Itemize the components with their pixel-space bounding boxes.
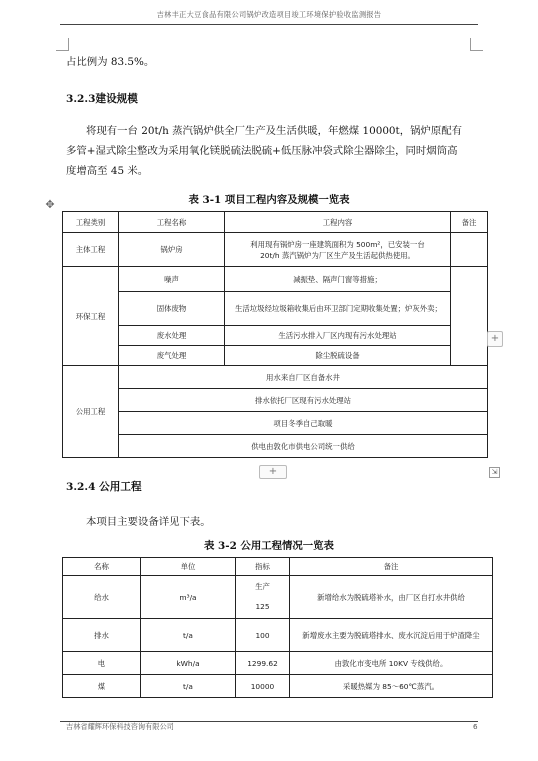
t1-header-content: 工程内容 [225, 212, 451, 233]
t1-env-name-wastewater: 废水处理 [119, 326, 225, 346]
footer-company: 吉林省耀辉环保科技咨询有限公司 [66, 722, 174, 731]
t1-util-heating: 项目冬季自己取暖 [119, 412, 488, 435]
t2-row-water-value-top: 生产 [255, 582, 270, 591]
t2-header-note: 备注 [290, 558, 493, 576]
utilities-table [62, 557, 493, 698]
t1-main-content-line-1: 利用现有锅炉房一座建筑面积为 500m²，已安装一台 [250, 239, 425, 249]
add-row-plus-icon[interactable]: + [259, 465, 287, 479]
t2-row-water-name: 给水 [63, 576, 141, 619]
t1-env-name-noise: 噪声 [119, 267, 225, 292]
t1-main-category: 主体工程 [63, 233, 119, 267]
table-1-caption: 表 3-1 项目工程内容及规模一览表 [188, 194, 350, 206]
t1-header-category: 工程类别 [63, 212, 119, 233]
t1-main-content [225, 233, 451, 267]
t2-row-coal-unit: t/a [141, 675, 236, 698]
table-2-caption: 表 3-2 公用工程情况一览表 [204, 540, 334, 552]
t1-env-content-exhaust: 除尘脱硫设备 [225, 346, 451, 366]
t1-util-power: 供电由敦化市供电公司统一供给 [119, 435, 488, 458]
t2-header-value: 指标 [236, 558, 290, 576]
t1-util-drainage: 排水依托厂区现有污水处理站 [119, 389, 488, 412]
t2-header-unit: 单位 [141, 558, 236, 576]
move-anchor-icon[interactable]: ✥ [45, 198, 55, 211]
table-resize-handle-icon[interactable]: ⇲ [489, 467, 500, 478]
t2-row-drain-note: 新增废水主要为脱硫塔排水、废水沉淀后用于炉渣降尘 [290, 619, 493, 652]
t2-row-drain-value: 100 [236, 619, 290, 652]
t1-util-water-supply: 用水来自厂区自备水井 [119, 366, 488, 389]
t1-main-name: 锅炉房 [119, 233, 225, 267]
para-line-1: 将现有一台 20t/h 蒸汽锅炉供全厂生产及生活供暖，年燃煤 10000t，锅炉原配有 [86, 125, 463, 137]
t2-row-water-value-number: 125 [255, 602, 270, 611]
para-line-3: 度增高至 45 米。 [66, 165, 149, 177]
t1-env-content-wastewater: 生活污水排入厂区内现有污水处理站 [225, 326, 451, 346]
t2-row-power-value: 1299.62 [236, 652, 290, 675]
t2-row-power-note: 由敦化市变电所 10KV 专线供给。 [290, 652, 493, 675]
t2-row-power-unit: kWh/a [141, 652, 236, 675]
header-rule [60, 24, 478, 25]
t1-header-name: 工程名称 [119, 212, 225, 233]
t2-row-coal-value: 10000 [236, 675, 290, 698]
t2-row-coal-note: 采暖热媒为 85～60℃蒸汽。 [290, 675, 493, 698]
section-3-2-4-heading: 3.2.4 公用工程 [66, 481, 142, 493]
t2-row-water-unit: m³/a [141, 576, 236, 619]
project-content-table [62, 211, 488, 458]
section-3-2-3-heading: 3.2.3建设规模 [66, 93, 138, 105]
section-3-2-4-paragraph: 本项目主要设备详见下表。 [86, 516, 211, 528]
t2-row-drain-name: 排水 [63, 619, 141, 652]
t1-util-category: 公用工程 [63, 366, 119, 458]
add-column-plus-icon[interactable]: + [487, 331, 503, 347]
t1-env-category: 环保工程 [63, 267, 119, 366]
t1-main-remark [451, 233, 488, 267]
section-3-2-3-paragraph [66, 121, 482, 181]
t1-main-content-line-2: 20t/h 蒸汽锅炉为厂区生产及生活起供热使用。 [260, 250, 415, 260]
page-header: 吉林丰正大豆食品有限公司锅炉改造项目竣工环境保护验收监测报告 [156, 10, 382, 19]
t1-header-remark: 备注 [451, 212, 488, 233]
intro-line: 占比例为 83.5%。 [66, 56, 155, 68]
t2-row-water-note: 新增给水为脱硫塔补水，由厂区自打水井供给 [290, 576, 493, 619]
t1-env-name-exhaust: 废气处理 [119, 346, 225, 366]
t2-row-water-value [236, 576, 290, 619]
t2-row-coal-name: 煤 [63, 675, 141, 698]
t1-env-content-solid-waste: 生活垃圾经垃圾箱收集后由环卫部门定期收集处置；炉灰外卖； [225, 292, 451, 326]
t2-row-power-name: 电 [63, 652, 141, 675]
t1-env-name-solid-waste: 固体废物 [119, 292, 225, 326]
crop-mark-top-right [470, 38, 483, 51]
t2-header-name: 名称 [63, 558, 141, 576]
page-number: 6 [473, 722, 478, 731]
para-line-2: 多管+湿式除尘整改为采用氧化镁脱硫法脱硫+低压脉冲袋式除尘器除尘，同时烟筒高 [66, 145, 458, 157]
t2-row-drain-unit: t/a [141, 619, 236, 652]
t1-env-remark [451, 267, 488, 366]
crop-mark-top-left [56, 38, 69, 51]
t1-env-content-noise: 减振垫、隔声门窗等措施； [225, 267, 451, 292]
